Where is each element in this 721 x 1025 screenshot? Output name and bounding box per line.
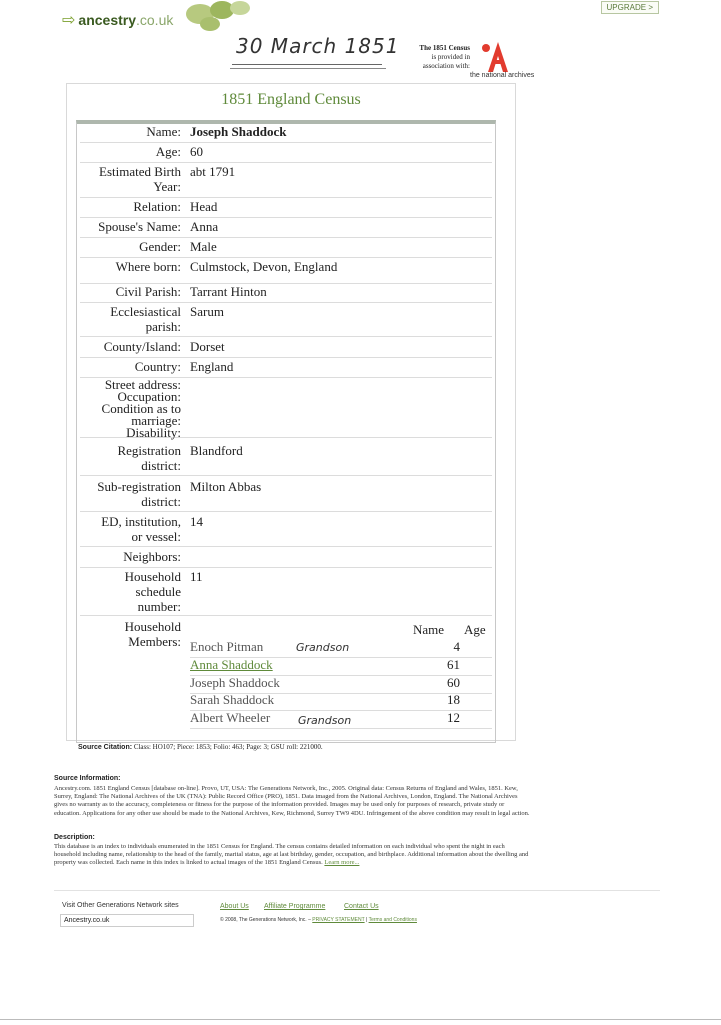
handwritten-date: 30 March 1851 [236,34,400,58]
member-name-link[interactable]: Anna Shaddock [190,657,273,672]
other-sites-title: Visit Other Generations Network sites [62,902,179,909]
spouse-value: Anna [190,219,219,234]
source-citation: Source Citation: Class: HO107; Piece: 1853; Folio: 463; Page: 3; GSU roll: 221000. [78,743,323,751]
about-us-link[interactable]: About Us [220,903,249,910]
member-name[interactable]: Sarah Shaddock [190,692,275,707]
born-value: Culmstock, Devon, England [190,259,338,274]
relation-label: Relation: [133,199,181,214]
member-name[interactable]: Joseph Shaddock [190,675,280,690]
name-label: Name: [146,124,181,139]
household-member-row[interactable] [190,657,492,676]
member-age: 4 [453,639,460,654]
scan-edge [0,1019,721,1025]
row-civil-parish [80,284,492,303]
country-label: Country: [134,359,181,374]
eccl-value: Sarum [190,304,224,319]
county-value: Dorset [190,339,225,354]
row-gender [80,239,492,258]
member-name[interactable]: Albert Wheeler [190,710,271,725]
description-title: Description: [54,834,95,841]
national-archives-name: the national archives [470,72,535,79]
row-empty-fields [80,379,492,438]
handwritten-underline [232,64,382,66]
civil-label: Civil Parish: [115,284,181,299]
member-name[interactable]: Enoch Pitman [190,639,264,654]
household-col-name: Name [413,622,445,637]
spouse-label: Spouse's Name: [98,219,181,234]
row-subregistration [80,479,492,512]
source-info-text: Ancestry.com. 1851 England Census [database on-line]. Provo, UT, USA: The Generations Network, Inc., 2005. Original data: Census Returns of England and Wales, 1851. Kew, Surrey, England: The National Archives of the UK (TNA): Public Record Office (PRO), 1851. Data imaged from the National Archives, London, England. The National Archives gives no warranty as to the accuracy, completeness or fitness for the purpose of the information provided. Images may be used only for purposes of research, private study or education. Applications for any other use should be made to the National Archives, Kew, Richmond, Surrey TW9 4DU. Infringement of the above condition may result in legal action. [54,785,530,817]
member-age: 12 [447,710,460,725]
handwritten-underline [230,68,386,70]
row-country [80,359,492,378]
eccl-label: Ecclesiastical parish: [110,304,181,334]
row-county [80,339,492,358]
household-member-row[interactable] [190,710,492,729]
county-label: County/Island: [103,339,181,354]
upgrade-button[interactable]: UPGRADE > [601,1,659,14]
schedule-value: 11 [190,569,203,584]
born-label: Where born: [115,259,181,274]
privacy-link[interactable]: PRIVACY STATEMENT [312,917,365,923]
disability-label: Disability: [126,425,181,440]
schedule-label: Household schedule number: [124,569,181,614]
copyright: © 2008, The Generations Network, Inc. – PRIVACY STATEMENT | Terms and Conditions [220,917,417,923]
row-neighbors [80,549,492,568]
learn-more-link[interactable]: Learn more... [324,859,360,867]
member-age: 60 [447,675,460,690]
relation-value: Head [190,199,218,214]
footer-divider [54,890,660,891]
country-value: England [190,359,234,374]
handwritten-note: Grandson [298,714,352,727]
household-members-label: Household Members: [124,619,181,649]
row-birth [80,164,492,198]
row-spouse [80,219,492,238]
gender-label: Gender: [139,239,181,254]
ancestry-logo[interactable]: ⇨ ancestry.co.uk [62,12,174,29]
household-member-row[interactable] [190,639,492,658]
ed-label: ED, institution, or vessel: [101,514,181,544]
reg-label: Registration district: [117,443,181,473]
contact-us-link[interactable]: Contact Us [344,903,379,910]
row-schedule [80,569,492,616]
provided-notice: The 1851 Census is provided in association with: [419,44,470,70]
other-sites-select[interactable]: Ancestry.co.uk [60,914,194,927]
arrow-icon: ⇨ [62,12,76,29]
source-info-title: Source Information: [54,775,121,782]
occupation-label: Occupation: [117,389,181,404]
row-eccl-parish [80,304,492,337]
description-body: This database is an index to individuals enumerated in the 1851 Census for England. The census contains detailed information on each individual who spent the night in each household including name, relationship to the head of the family, marital status, age at last birthday, gender, occupation, and birthplace. Additional information about the dwelling and property was collected. Each name in this index is linked to actual images of the 1851 England Census. Learn more... [54,843,529,867]
row-relation [80,199,492,218]
member-age: 18 [447,692,460,707]
handwritten-note: Grandson [296,641,350,654]
row-name [80,124,492,143]
birth-value: abt 1791 [190,164,236,179]
civil-value: Tarrant Hinton [190,284,267,299]
subreg-label: Sub-registration district: [97,479,181,509]
age-value: 60 [190,144,203,159]
row-ed [80,514,492,547]
age-label: Age: [155,144,181,159]
row-age [80,144,492,163]
household-col-age: Age [464,622,486,637]
ed-value: 14 [190,514,203,529]
reg-value: Blandford [190,443,243,458]
page-title: 1851 England Census [221,91,361,108]
affiliate-link[interactable]: Affiliate Programme [264,903,326,910]
gender-value: Male [190,239,217,254]
empty-fields-labels [80,379,181,439]
subreg-value: Milton Abbas [190,479,262,494]
condition-label: Condition as to [101,401,181,416]
terms-link[interactable]: Terms and Conditions [368,917,417,923]
neighbors-label: Neighbors: [123,549,181,564]
condition-label-2: marriage: [131,413,181,428]
household-member-row[interactable] [190,692,492,711]
row-born [80,259,492,284]
street-label: Street address: [104,377,181,392]
name-value: Joseph Shaddock [190,124,287,139]
row-registration [80,443,492,476]
member-age: 61 [447,657,460,672]
birth-label: Estimated Birth Year: [99,164,181,194]
